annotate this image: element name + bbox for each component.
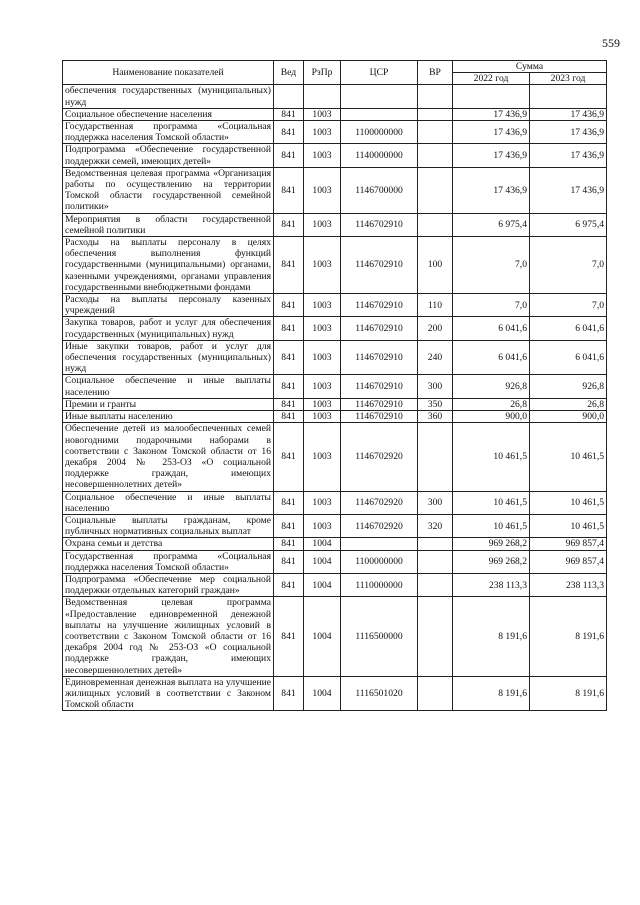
row-name: Закупка товаров, работ и услуг для обеспечения государственных (муниципальных) нужд [63,317,274,340]
row-2023: 6 041,6 [530,317,607,340]
row-csr: 1100000000 [341,121,418,144]
table-body [63,85,607,711]
table-row [63,85,607,108]
row-name: Подпрограмма «Обеспечение мер социальной поддержки отдельных категорий граждан» [63,573,274,596]
row-vr [418,676,453,711]
row-name: Иные закупки товаров, работ и услуг для обеспечения государственных (муниципальных) нужд [63,340,274,375]
row-csr: 1146702920 [341,491,418,514]
row-csr: 1146700000 [341,167,418,213]
row-2022: 926,8 [453,375,530,398]
row-csr: 1116500000 [341,597,418,676]
row-csr [341,538,418,550]
row-ved: 841 [274,375,304,398]
row-vr: 200 [418,317,453,340]
row-rzpr: 1003 [304,398,341,410]
row-rzpr: 1003 [304,237,341,294]
header-rzpr: РзПр [304,61,341,85]
row-rzpr: 1003 [304,108,341,120]
row-rzpr: 1004 [304,538,341,550]
row-2023: 6 975,4 [530,213,607,236]
row-ved: 841 [274,411,304,423]
header-year-2022: 2022 год [453,73,530,85]
row-rzpr: 1003 [304,411,341,423]
row-2022: 238 113,3 [453,573,530,596]
row-2023: 6 041,6 [530,340,607,375]
row-rzpr: 1003 [304,144,341,167]
table-row [63,550,607,573]
row-rzpr: 1003 [304,167,341,213]
table-row [63,514,607,537]
row-name: Социальное обеспечение и иные выплаты населению [63,375,274,398]
row-ved: 841 [274,538,304,550]
row-2023: 17 436,9 [530,167,607,213]
row-2023: 10 461,5 [530,491,607,514]
header-csr: ЦСР [341,61,418,85]
row-csr: 1146702910 [341,317,418,340]
row-2022: 6 041,6 [453,317,530,340]
row-rzpr: 1004 [304,573,341,596]
row-name: Расходы на выплаты персоналу казенных учреждений [63,294,274,317]
row-name: Обеспечение детей из малообеспеченных семей новогодними подарочными наборами в соответствии с Законом Томской области от 16 декабря 2004 № 253-ОЗ «О социальной поддержке граждан, имеющих несовершеннолетних детей» [63,423,274,491]
table-row [63,375,607,398]
row-name: Социальное обеспечение населения [63,108,274,120]
row-csr: 1146702920 [341,514,418,537]
row-2023: 17 436,9 [530,121,607,144]
row-rzpr: 1003 [304,375,341,398]
row-csr: 1146702910 [341,213,418,236]
row-ved: 841 [274,491,304,514]
page-number: 559 [602,36,620,50]
row-csr: 1146702910 [341,237,418,294]
row-2022: 26,8 [453,398,530,410]
table-row [63,398,607,410]
row-rzpr: 1003 [304,121,341,144]
row-name: Мероприятия в области государственной семейной политики [63,213,274,236]
table-row [63,167,607,213]
row-vr [418,550,453,573]
row-name: Расходы на выплаты персоналу в целях обеспечения выполнения функций государственными (муниципальными) органами, казенными учреждениями, органами управления государственными внебюджетными фондами [63,237,274,294]
row-2022: 969 268,2 [453,550,530,573]
header-ved: Вед [274,61,304,85]
table-row [63,676,607,711]
row-ved: 841 [274,423,304,491]
row-ved: 841 [274,167,304,213]
row-2022: 8 191,6 [453,676,530,711]
header-year-2023: 2023 год [530,73,607,85]
row-2023: 8 191,6 [530,597,607,676]
row-vr: 300 [418,375,453,398]
row-name: Ведомственная целевая программа «Предоставление единовременной денежной выплаты на улучшение жилищных условий в соответствии с Законом Томской области от 16 декабря 2004 год № 253-ОЗ «О социальной поддержке граждан, имеющих несовершеннолетних детей» [63,597,274,676]
row-2023: 26,8 [530,398,607,410]
row-vr: 110 [418,294,453,317]
row-vr [418,423,453,491]
table-row [63,121,607,144]
row-name: Подпрограмма «Обеспечение государственной поддержки семей, имеющих детей» [63,144,274,167]
row-2023: 238 113,3 [530,573,607,596]
table-row [63,108,607,120]
row-ved: 841 [274,108,304,120]
row-2023: 10 461,5 [530,514,607,537]
row-2023 [530,85,607,108]
row-name: Охрана семьи и детства [63,538,274,550]
row-csr: 1146702910 [341,398,418,410]
row-2022 [453,85,530,108]
row-csr: 1146702920 [341,423,418,491]
row-name: Иные выплаты населению [63,411,274,423]
row-ved: 841 [274,340,304,375]
row-name: Ведомственная целевая программа «Организация работы по осуществлению на территории Томской области государственной семейной политики» [63,167,274,213]
row-csr: 1146702910 [341,340,418,375]
row-vr [418,85,453,108]
row-2023: 7,0 [530,294,607,317]
row-2023: 17 436,9 [530,108,607,120]
row-name: Государственная программа «Социальная поддержка населения Томской области» [63,121,274,144]
row-2022: 17 436,9 [453,121,530,144]
row-2023: 926,8 [530,375,607,398]
row-vr [418,167,453,213]
row-rzpr [304,85,341,108]
table-row [63,423,607,491]
header-vr: ВР [418,61,453,85]
row-vr: 300 [418,491,453,514]
table-row [63,144,607,167]
row-2023: 10 461,5 [530,423,607,491]
row-ved: 841 [274,317,304,340]
row-ved [274,85,304,108]
table-row [63,213,607,236]
header-sum: Сумма [453,61,607,73]
row-ved: 841 [274,676,304,711]
table-row [63,491,607,514]
table-row [63,411,607,423]
row-2022: 10 461,5 [453,423,530,491]
row-vr: 100 [418,237,453,294]
row-ved: 841 [274,237,304,294]
row-name: Единовременная денежная выплата на улучшение жилищных условий в соответствии с Законом Томской области [63,676,274,711]
row-ved: 841 [274,294,304,317]
row-name: Социальное обеспечение и иные выплаты населению [63,491,274,514]
row-2022: 6 041,6 [453,340,530,375]
row-2022: 10 461,5 [453,514,530,537]
row-ved: 841 [274,573,304,596]
row-name: Государственная программа «Социальная поддержка населения Томской области» [63,550,274,573]
row-rzpr: 1003 [304,317,341,340]
row-csr [341,85,418,108]
row-2022: 8 191,6 [453,597,530,676]
row-vr [418,121,453,144]
row-2023: 17 436,9 [530,144,607,167]
row-vr [418,213,453,236]
row-2022: 7,0 [453,294,530,317]
table-row [63,294,607,317]
table-row [63,317,607,340]
row-rzpr: 1003 [304,514,341,537]
row-csr: 1110000000 [341,573,418,596]
table-row [63,237,607,294]
row-rzpr: 1003 [304,491,341,514]
row-csr: 1116501020 [341,676,418,711]
row-ved: 841 [274,144,304,167]
row-vr [418,144,453,167]
row-2023: 900,0 [530,411,607,423]
row-rzpr: 1003 [304,213,341,236]
row-2022: 900,0 [453,411,530,423]
row-ved: 841 [274,398,304,410]
row-2022: 10 461,5 [453,491,530,514]
row-name: обеспечения государственных (муниципальных) нужд [63,85,274,108]
row-rzpr: 1004 [304,550,341,573]
row-2022: 7,0 [453,237,530,294]
row-vr: 320 [418,514,453,537]
row-rzpr: 1004 [304,676,341,711]
row-csr: 1146702910 [341,294,418,317]
row-rzpr: 1003 [304,294,341,317]
row-ved: 841 [274,213,304,236]
row-rzpr: 1003 [304,340,341,375]
table-row [63,597,607,676]
budget-table [62,60,607,711]
row-csr: 1100000000 [341,550,418,573]
row-csr: 1140000000 [341,144,418,167]
row-vr: 350 [418,398,453,410]
row-ved: 841 [274,514,304,537]
table-row [63,538,607,550]
row-2022: 6 975,4 [453,213,530,236]
row-ved: 841 [274,597,304,676]
row-rzpr: 1004 [304,597,341,676]
row-2022: 17 436,9 [453,167,530,213]
row-2023: 969 857,4 [530,538,607,550]
row-vr: 360 [418,411,453,423]
row-vr [418,538,453,550]
row-csr: 1146702910 [341,411,418,423]
row-2022: 17 436,9 [453,108,530,120]
table-row [63,573,607,596]
row-vr [418,573,453,596]
row-vr [418,108,453,120]
row-csr [341,108,418,120]
header-name: Наименование показателей [63,61,274,85]
row-2022: 17 436,9 [453,144,530,167]
table-row [63,340,607,375]
row-2023: 7,0 [530,237,607,294]
row-2023: 8 191,6 [530,676,607,711]
row-ved: 841 [274,121,304,144]
row-csr: 1146702910 [341,375,418,398]
row-vr: 240 [418,340,453,375]
row-2022: 969 268,2 [453,538,530,550]
row-name: Социальные выплаты гражданам, кроме публичных нормативных социальных выплат [63,514,274,537]
row-ved: 841 [274,550,304,573]
row-vr [418,597,453,676]
row-2023: 969 857,4 [530,550,607,573]
row-name: Премии и гранты [63,398,274,410]
row-rzpr: 1003 [304,423,341,491]
